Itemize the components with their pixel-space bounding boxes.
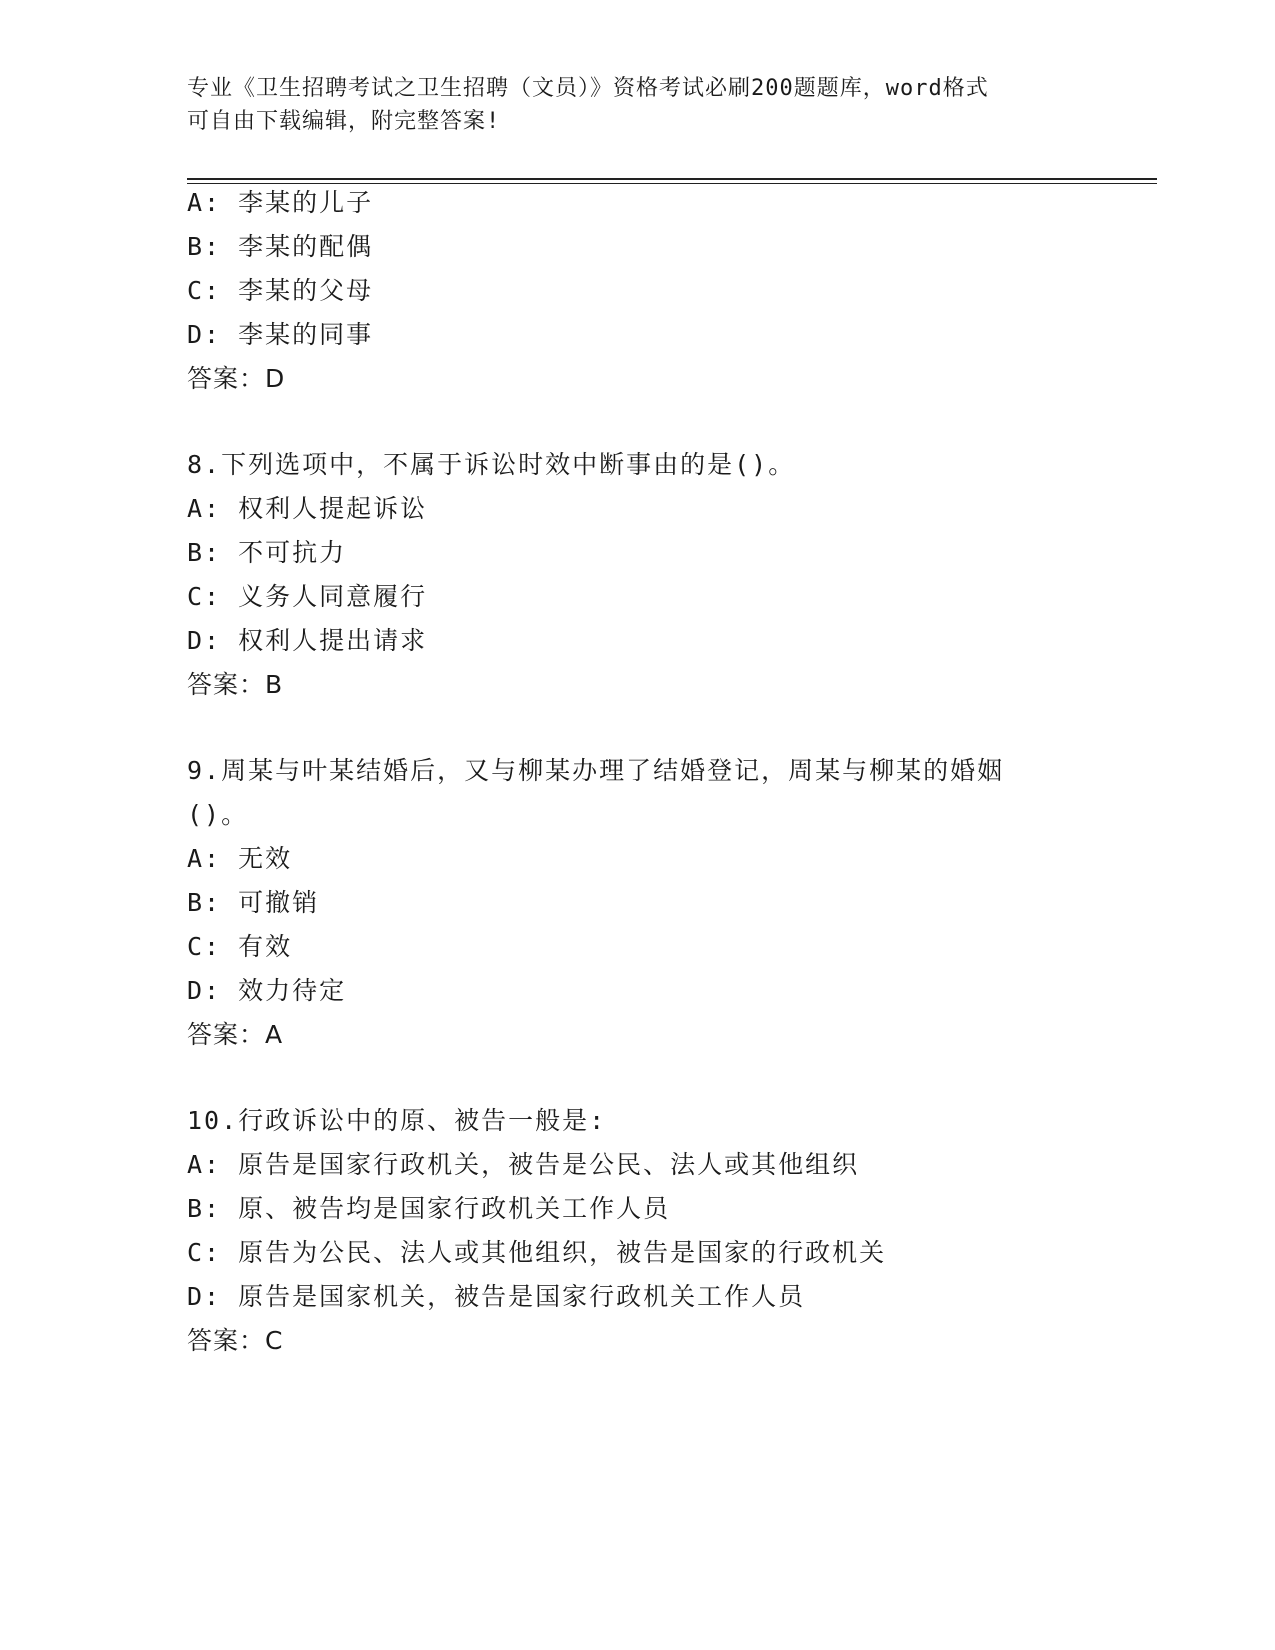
q9-question-line-1: 9.周某与叶某结婚后，又与柳某办理了结婚登记，周某与柳某的婚姻 xyxy=(187,756,1005,785)
q10-option-d: D: 原告是国家机关，被告是国家行政机关工作人员 xyxy=(187,1282,806,1311)
q10-option-b: B: 原、被告均是国家行政机关工作人员 xyxy=(187,1194,671,1223)
q8-option-a: A: 权利人提起诉讼 xyxy=(187,494,428,523)
q9-answer: 答案：A xyxy=(187,1020,284,1049)
q10-answer: 答案：C xyxy=(187,1326,284,1355)
q8-question: 8.下列选项中，不属于诉讼时效中断事由的是()。 xyxy=(187,450,796,479)
document-header xyxy=(187,72,1087,138)
q7-option-b: B: 李某的配偶 xyxy=(187,232,374,261)
q9-option-c: C: 有效 xyxy=(187,932,293,961)
header-divider-thick xyxy=(187,178,1157,180)
q9-question-line-2: ()。 xyxy=(187,800,249,829)
q10-option-a: A: 原告是国家行政机关，被告是公民、法人或其他组织 xyxy=(187,1150,860,1179)
header-line-1: 专业《卫生招聘考试之卫生招聘（文员）》资格考试必刷200题题库，word格式 xyxy=(187,76,989,101)
q10-question: 10.行政诉讼中的原、被告一般是: xyxy=(187,1106,607,1135)
q9-option-d: D: 效力待定 xyxy=(187,976,347,1005)
q7-option-c: C: 李某的父母 xyxy=(187,276,374,305)
q10-option-c: C: 原告为公民、法人或其他组织，被告是国家的行政机关 xyxy=(187,1238,887,1267)
q9-option-a: A: 无效 xyxy=(187,844,293,873)
q7-option-a: A: 李某的儿子 xyxy=(187,188,374,217)
header-line-2: 可自由下载编辑，附完整答案! xyxy=(187,109,501,134)
q8-option-c: C: 义务人同意履行 xyxy=(187,582,428,611)
q8-option-d: D: 权利人提出请求 xyxy=(187,626,428,655)
q8-option-b: B: 不可抗力 xyxy=(187,538,347,567)
q7-option-d: D: 李某的同事 xyxy=(187,320,374,349)
q8-answer: 答案：B xyxy=(187,670,284,699)
q9-option-b: B: 可撤销 xyxy=(187,888,320,917)
header-divider-thin xyxy=(187,183,1157,184)
q7-answer: 答案：D xyxy=(187,364,286,393)
